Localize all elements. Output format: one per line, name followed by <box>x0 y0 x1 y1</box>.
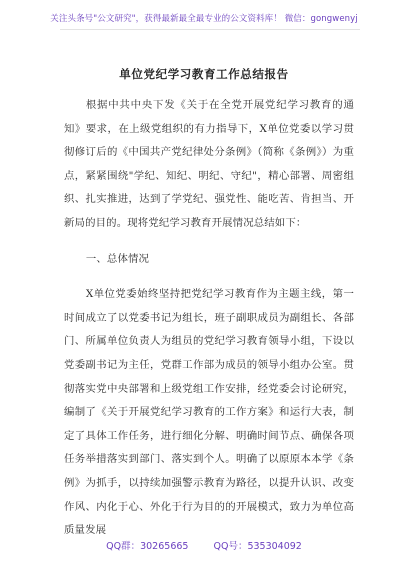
footer-qq-number: QQ号：535304092 <box>213 541 302 552</box>
footer-qq-group: QQ群：30265665 <box>106 541 189 552</box>
header-banner: 关注头条号"公文研究"，获得最新最全最专业的公文资料库！ 微信：gongwenyj <box>50 14 358 24</box>
document-title: 单位党纪学习教育工作总结报告 <box>119 67 289 81</box>
intro-paragraph: 根据中共中央下发《关于在全党开展党纪学习教育的通知》要求，在上级党组织的有力指导下，X单位党委以学习贯彻修订后的《中国共产党纪律处分条例》（简称《条例》）为重点，紧紧围绕"学纪、知纪、明纪、守纪"，精心部署、周密组织、扎实推进，达到了学党纪、强党性、能吃苦、肯担当、开新局的目的。现将党纪学习教育开展情况总结如下： <box>64 99 354 229</box>
header-divider <box>60 29 360 30</box>
section-paragraph: X单位党委始终坚持把党纪学习教育作为主题主线，第一时间成立了以党委书记为组长，班子副职成员为副组长、各部门、所属单位负责人为组员的党纪学习教育领导小组，下设以党委副书记为主任，党群工作部为成员的领导小组办公室。贯彻落实党中央部署和上级党组工作安排，经党委会讨论研究，编制了《关于开展党纪学习教育的工作方案》和运行大表，制定了具体工作任务，进行细化分解、明确时间节点、确保各项任务举措落实到部门、落实到个人。明确了以原原本本学《条例》为抓手，以持续加强警示教育为路径，以提升认识、改变作风、内化于心、外化于行为目的的开展模式，致力为单位高质量发展 <box>64 288 354 537</box>
footer-contact <box>0 538 408 552</box>
section-heading: 一、总体情况 <box>85 252 150 265</box>
document-body <box>64 94 354 543</box>
